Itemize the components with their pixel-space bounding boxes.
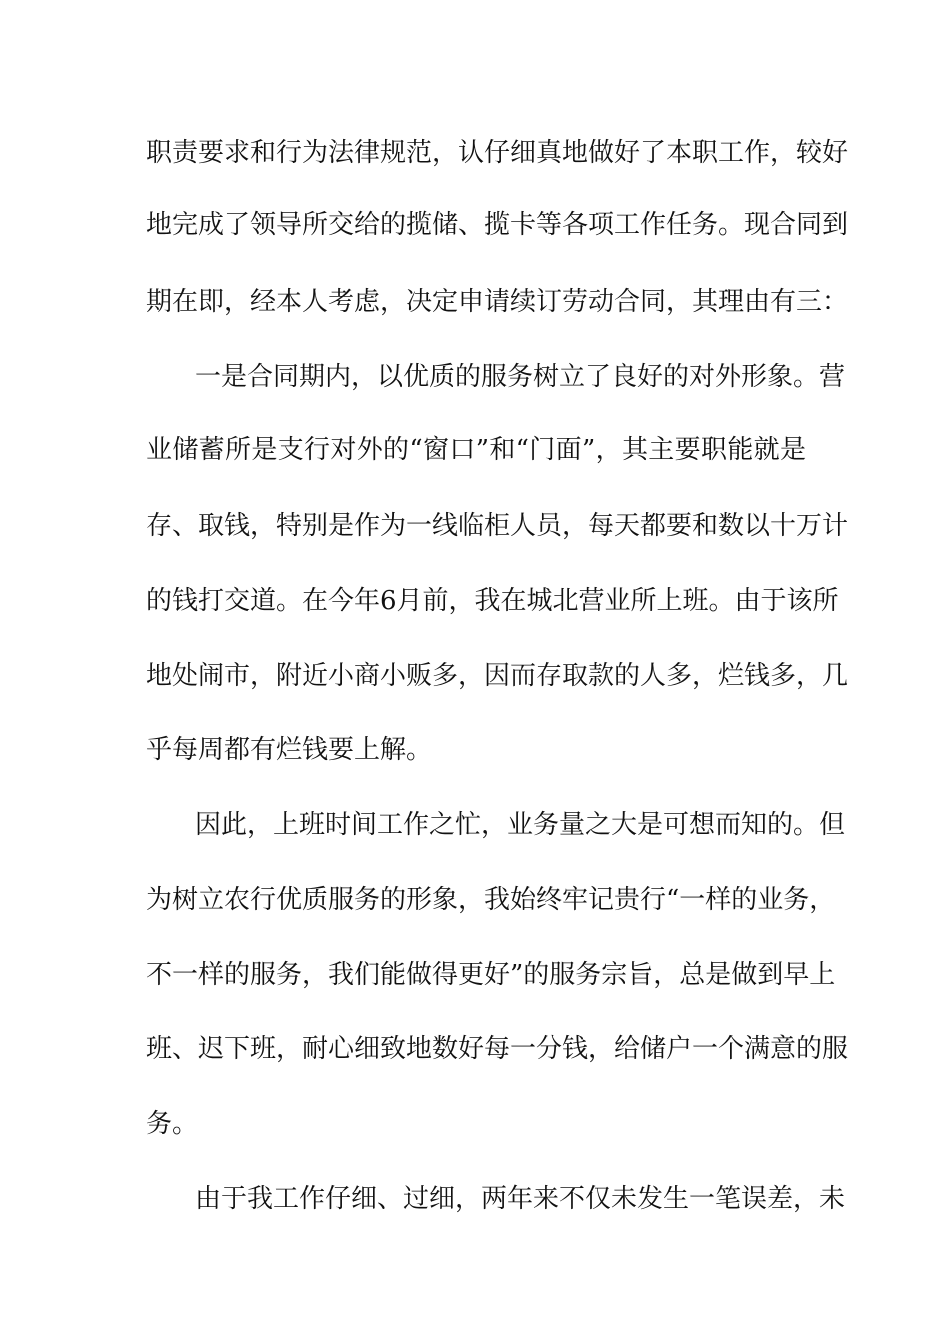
text-line: 为树立农行优质服务的形象，我始终牢记贵行“一样的业务，	[146, 885, 836, 915]
text-line: 业储蓄所是支行对外的“窗口”和“门面”，其主要职能就是	[146, 435, 806, 465]
text-line: 务。	[146, 1109, 199, 1139]
text-line: 由于我工作仔细、过细，两年来不仅未发生一笔误差，未	[195, 1184, 846, 1214]
text-line: 存、取钱，特别是作为一线临柜人员，每天都要和数以十万计	[146, 511, 849, 541]
text-line: 不一样的服务，我们能做得更好”的服务宗旨，总是做到早上	[146, 960, 836, 990]
text-line: 职责要求和行为法律规范，认仔细真地做好了本职工作，较好	[146, 138, 849, 168]
text-line: 地处闹市，附近小商小贩多，因而存取款的人多，烂钱多，几	[146, 661, 849, 691]
text-line: 班、迟下班，耐心细致地数好每一分钱，给储户一个满意的服	[146, 1034, 849, 1064]
text-line: 期在即，经本人考虑，决定申请续订劳动合同，其理由有三：	[146, 287, 849, 317]
text-line: 的钱打交道。在今年6月前，我在城北营业所上班。由于该所	[146, 586, 839, 616]
text-line: 因此，上班时间工作之忙，业务量之大是可想而知的。但	[195, 810, 846, 840]
text-line: 乎每周都有烂钱要上解。	[146, 735, 433, 765]
text-line: 地完成了领导所交给的揽储、揽卡等各项工作任务。现合同到	[146, 210, 849, 240]
text-line: 一是合同期内，以优质的服务树立了良好的对外形象。营	[195, 362, 846, 392]
